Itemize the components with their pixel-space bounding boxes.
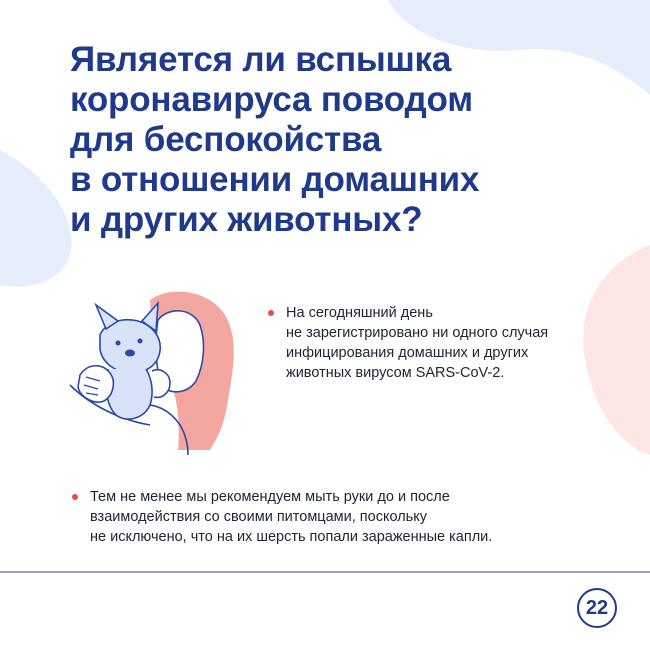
title-line: коронавируса поводом bbox=[70, 80, 473, 119]
bullet-text bbox=[90, 487, 492, 547]
bullet-line: инфицирования домашних и других bbox=[286, 345, 529, 361]
bullet-line: На сегодняшний день bbox=[286, 305, 433, 321]
bullet-item bbox=[72, 487, 492, 547]
page-number-badge bbox=[577, 588, 617, 628]
title-line: для беспокойства bbox=[70, 120, 382, 159]
bullet-dot-icon bbox=[268, 310, 274, 316]
title-line: в отношении домашних bbox=[70, 160, 480, 199]
bullet-line: Тем не менее мы рекомендуем мыть руки до и после bbox=[90, 489, 450, 505]
page-number: 22 bbox=[585, 596, 609, 619]
bullet-line: животных вирусом SARS-CoV-2. bbox=[286, 365, 505, 381]
title-line: Является ли вспышка bbox=[70, 40, 452, 79]
bullet-line: не зарегистрировано ни одного случая bbox=[286, 325, 549, 341]
woman-holding-dog-illustration bbox=[60, 285, 260, 455]
bullet-item bbox=[268, 303, 548, 383]
bullet-dot-icon bbox=[72, 494, 78, 500]
page-title bbox=[70, 40, 479, 240]
bullet-text bbox=[286, 303, 548, 383]
title-line: и других животных? bbox=[70, 200, 423, 239]
bullet-line: взаимодействия со своими питомцами, поскольку bbox=[90, 509, 427, 525]
bullet-line: не исключено, что на их шерсть попали зараженные капли. bbox=[90, 529, 493, 545]
divider bbox=[0, 571, 650, 573]
